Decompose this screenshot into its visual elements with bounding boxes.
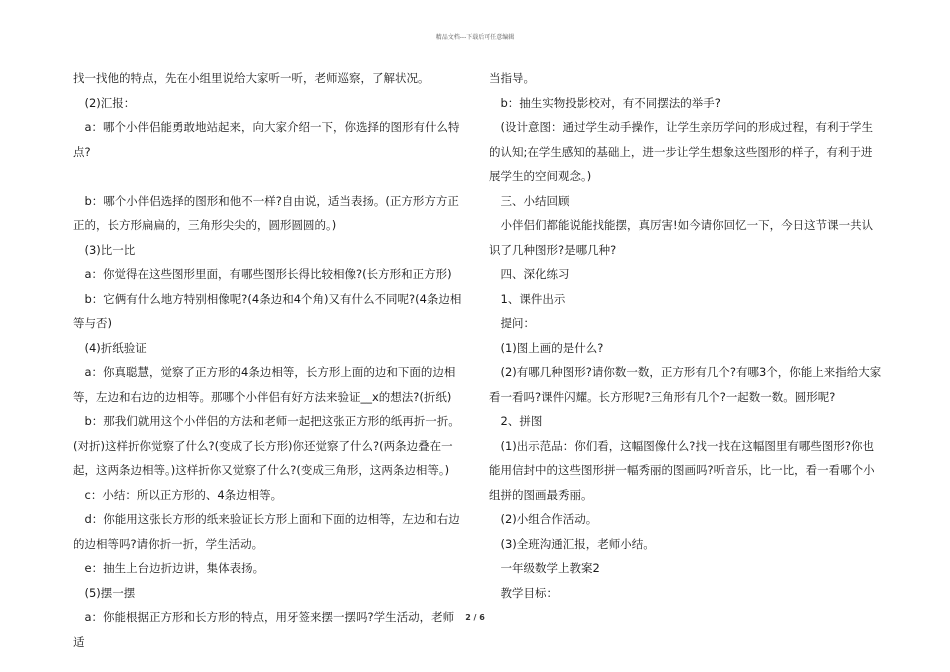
left-column	[73, 66, 465, 654]
paragraph: 教学目标：	[489, 585, 558, 600]
paragraph: e：抽生上台边折边讲，集体表扬。	[73, 561, 265, 575]
paragraph: b：它俩有什么地方特别相像呢?(4条边和4个角)又有什么不同呢?(4条边相等与否)	[73, 291, 462, 330]
paragraph: (设计意图：通过学生动手操作，让学生亲历学问的形成过程，有利于学生的认知;在学生感知的基础上，进一步让学生想象这些图形的样子，有利于进展学生的空间观念。)	[489, 120, 873, 183]
paragraph: 找一找他的特点，先在小组里说给大家听一听，老师巡察，了解状况。	[73, 71, 430, 85]
paragraph: (2)有哪几种图形?请你数一数，正方形有几个?有哪3个，你能上来指给大家看一看吗?课件闪耀。长方形呢?三角形有几个?一起数一数。圆形呢?	[489, 365, 882, 404]
blank-line	[73, 164, 465, 189]
paragraph: 一年级数学上教案2	[489, 561, 600, 575]
paragraph: a：你真聪慧，觉察了正方形的4条边相等，长方形上面的边和下面的边相等，左边和右边的边相等。那哪个小伴侣有好方法来验证__x的想法?(折纸)	[73, 365, 456, 404]
paragraph: b：抽生实物投影校对，有不同摆法的举手?	[489, 95, 721, 110]
paragraph: (3)比一比	[73, 242, 136, 257]
paragraph: (2)汇报：	[73, 95, 136, 110]
paragraph: 四、深化练习	[489, 267, 570, 281]
paragraph: 小伴侣们都能说能找能摆，真厉害!如今请你回忆一下，今日这节课一共认识了几种图形?是哪几种?	[489, 218, 874, 257]
paragraph: 当指导。	[489, 71, 535, 85]
right-column	[489, 66, 883, 605]
page-number: 2 / 6	[465, 613, 485, 622]
paragraph: (3)全班沟通汇报，老师小结。	[489, 536, 655, 551]
paragraph: b：哪个小伴侣选择的图形和他不一样?自由说，适当表扬。(正方形方方正正的，长方形扁扁的，三角形尖尖的，圆形圆圆的。)	[73, 193, 459, 232]
paragraph: (1)出示范品：你们看，这幅图像什么?找一找在这幅图里有哪些图形?你也能用信封中的这些图形拼一幅秀丽的图画吗?听音乐，比一比，看一看哪个小组拼的图画最秀丽。	[489, 438, 875, 502]
paragraph: a：哪个小伴侣能勇敢地站起来，向大家介绍一下，你选择的图形有什么特点?	[73, 120, 460, 159]
paragraph: (5)摆一摆	[73, 585, 136, 600]
page-header: 精品文档---下载后可任意编辑	[435, 34, 515, 41]
paragraph: (2)小组合作活动。	[489, 512, 598, 526]
paragraph: 1、课件出示	[489, 291, 566, 306]
paragraph: 2、拼图	[489, 414, 543, 428]
paragraph: 提问：	[489, 316, 535, 330]
paragraph: b：那我们就用这个小伴侣的方法和老师一起把这张正方形的纸再折一折。(对折)这样折你觉察了什么?(变成了长方形)你还觉察了什么?(两条边叠在一起，这两条边相等。)这样折你又觉察了什么?(变成三角形，这两条边相等。)	[73, 414, 460, 477]
paragraph: c：小结：所以正方形的、4条边相等。	[73, 487, 283, 502]
paragraph: a：你觉得在这些图形里面，有哪些图形长得比较相像?(长方形和正方形)	[73, 267, 452, 281]
paragraph: 三、小结回顾	[489, 193, 570, 208]
paragraph: (4)折纸验证	[73, 340, 147, 355]
paragraph: d：你能用这张长方形的纸来验证长方形上面和下面的边相等，左边和右边的边相等吗?请你折一折，学生活动。	[73, 512, 460, 551]
paragraph: a：你能根据正方形和长方形的特点，用牙签来摆一摆吗?学生活动，老师适	[73, 610, 455, 649]
paragraph: (1)图上画的是什么?	[489, 340, 604, 355]
